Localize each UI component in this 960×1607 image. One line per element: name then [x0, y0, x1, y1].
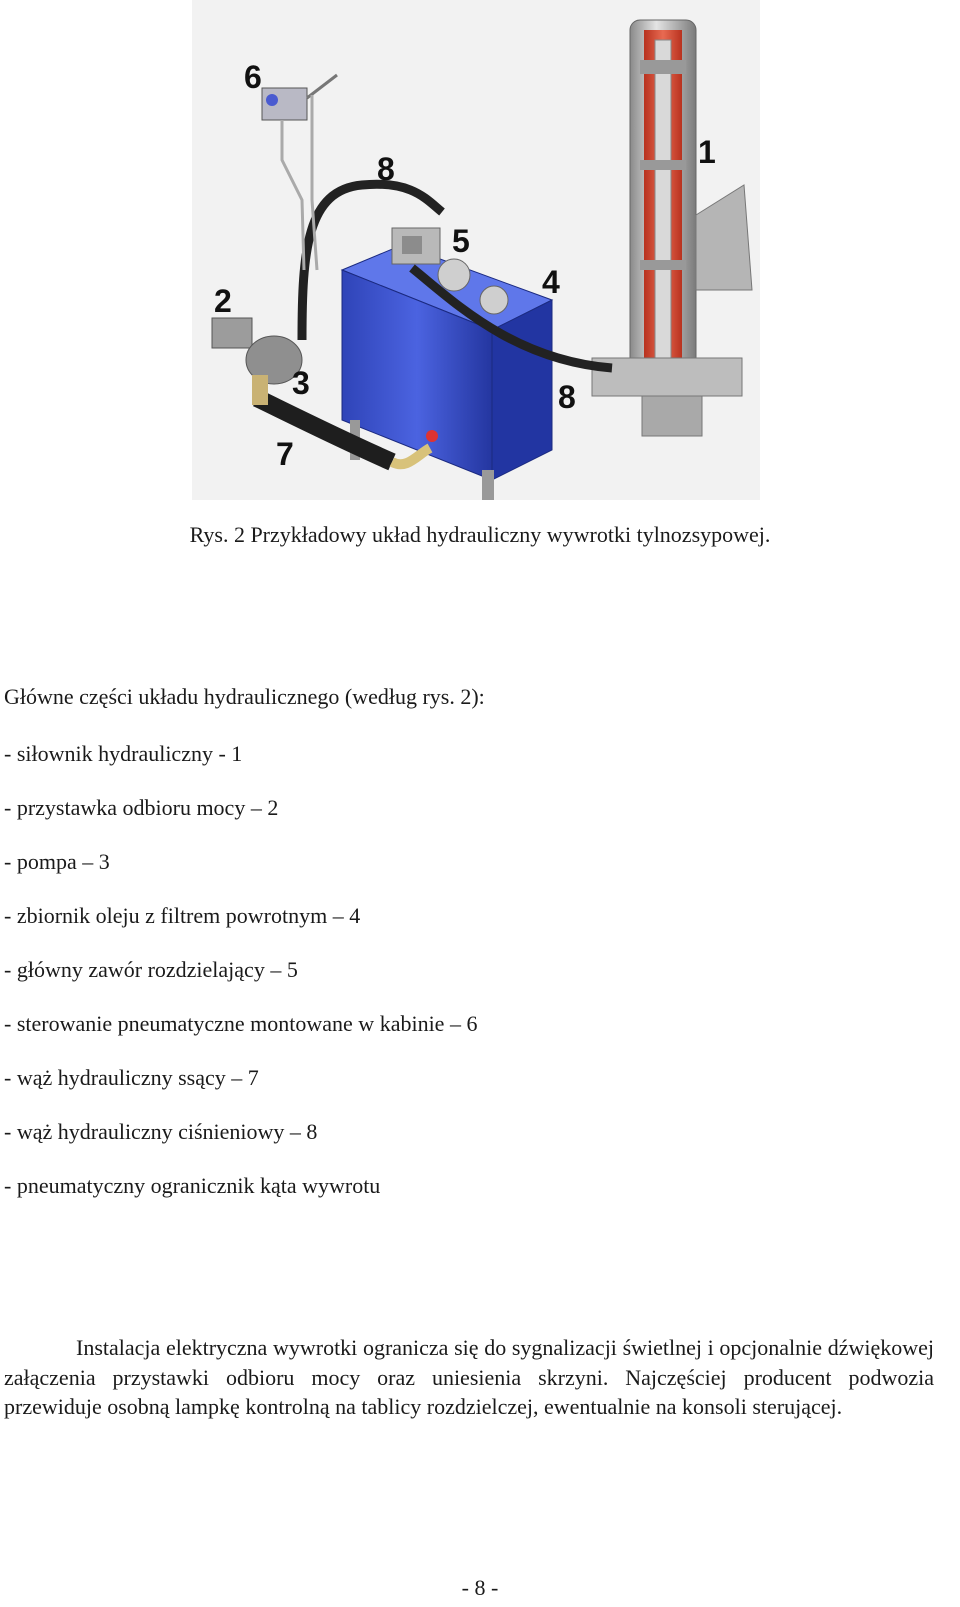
hydraulic-system-illustration [192, 0, 760, 500]
list-item: - siłownik hydrauliczny - 1 [4, 741, 243, 766]
callout-1: 1 [698, 134, 716, 170]
callout-6: 6 [244, 59, 262, 95]
list-item: - sterowanie pneumatyczne montowane w kabinie – 6 [4, 1011, 478, 1036]
main-valve [392, 228, 440, 264]
list-item: - wąż hydrauliczny ssący – 7 [4, 1065, 259, 1090]
body-paragraph: Instalacja elektryczna wywrotki ogranicza się do sygnalizacji świetlnej i opcjonalnie dźwiękowej załączenia przystawki odbioru mocy oraz uniesienia skrzyni. Najczęściej producent podwozia przewiduje osobną lampkę kontrolną na tablicy rozdzielczej, ewentualnie na konsoli sterującej. [4, 1335, 934, 1419]
list-item: - pompa – 3 [4, 849, 110, 874]
figure-caption: Rys. 2 Przykładowy układ hydrauliczny wywrotki tylnozsypowej. [189, 522, 771, 547]
callout-2: 2 [214, 283, 232, 319]
page-number: - 8 - [461, 1575, 499, 1600]
list-item: - przystawka odbioru mocy – 2 [4, 795, 279, 820]
callout-8-bottom: 8 [558, 379, 576, 415]
list-item: - wąż hydrauliczny ciśnieniowy – 8 [4, 1119, 318, 1144]
list-item: - główny zawór rozdzielający – 5 [4, 957, 298, 982]
callout-8-top: 8 [377, 151, 395, 187]
list-item: - zbiornik oleju z filtrem powrotnym – 4 [4, 903, 361, 928]
parts-list [4, 741, 477, 1227]
parts-intro: Główne części układu hydraulicznego (według rys. 2): [4, 684, 485, 709]
callout-3: 3 [292, 365, 310, 401]
callout-5: 5 [452, 223, 470, 259]
callout-4: 4 [542, 264, 560, 300]
list-item: - pneumatyczny ogranicznik kąta wywrotu [4, 1173, 381, 1198]
callout-7: 7 [276, 436, 294, 472]
hydraulic-system-figure [192, 0, 760, 500]
